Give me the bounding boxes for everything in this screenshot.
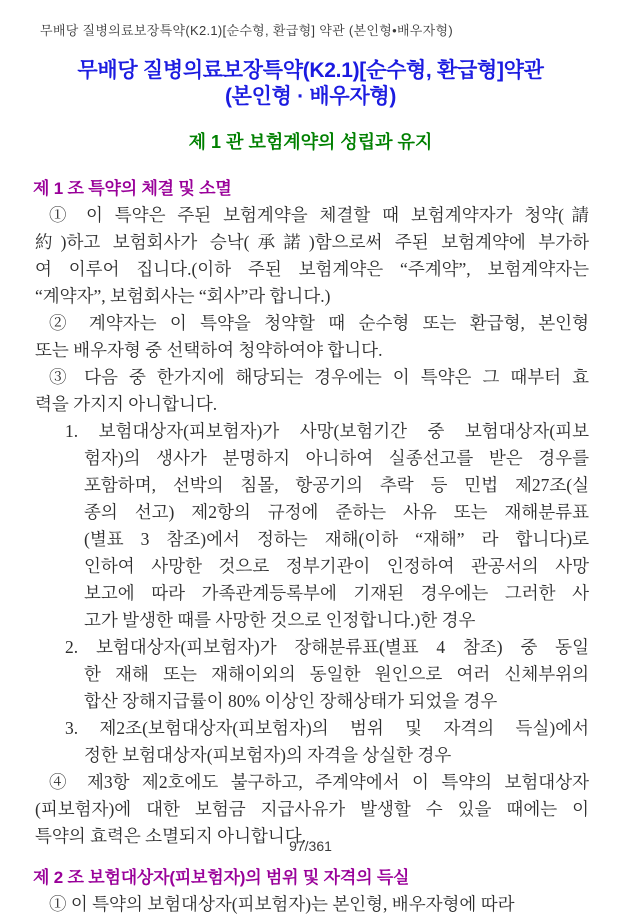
body-line: 종의 선고) 제2항의 규정에 준하는 사유 또는 재해분류표 (84, 502, 589, 522)
body-line: 합산 장해지급률이 80% 이상인 장해상태가 되었을 경우 (84, 691, 498, 711)
article-1 (33, 175, 589, 850)
body-line: (별표 3 참조)에서 정하는 재해(이하 “재해” 라 합니다)로 (84, 529, 589, 549)
body-line: ② 계약자는 이 특약을 청약할 때 순수형 또는 환급형, 본인형 (49, 313, 589, 333)
body-line: 포함하며, 선박의 침몰, 항공기의 추락 등 민법 제27조(실 (84, 475, 589, 495)
document-title-line1: 무배당 질병의료보장특약(K2.1)[순수형, 환급형]약관 (77, 59, 544, 82)
section-heading: 제 1 관 보험계약의 성립과 유지 (188, 132, 433, 152)
article-heading: 제 1 조 특약의 체결 및 소멸 (33, 179, 232, 198)
body-line: 2. 보험대상자(피보험자)가 장해분류표(별표 4 참조) 중 동일 (65, 637, 589, 657)
body-line: 3. 제2조(보험대상자(피보험자)의 범위 및 자격의 득실)에서 (65, 718, 589, 738)
body-line: 約)하고 보험회사가 승낙(承諾)함으로써 주된 보험계약에 부가하 (35, 232, 589, 252)
article-2 (33, 864, 589, 918)
page-number: 97/361 (289, 838, 332, 854)
body-line: 특약의 효력은 소멸되지 아니합니다. (35, 826, 307, 846)
body-line: 고가 발생한 때를 사망한 것으로 인정합니다.)한 경우 (84, 610, 476, 630)
body-line: 험자)의 생사가 분명하지 아니하여 실종선고를 받은 경우를 (84, 448, 589, 468)
body-line: 정한 보험대상자(피보험자)의 자격을 상실한 경우 (84, 745, 452, 765)
body-line: 인하여 사망한 것으로 정부기관이 인정하여 관공서의 사망 (84, 556, 589, 576)
body-line: (피보험자)에 대한 보험금 지급사유가 발생할 수 있을 때에는 이 (35, 799, 589, 819)
article-heading: 제 2 조 보험대상자(피보험자)의 범위 및 자격의 득실 (33, 868, 410, 887)
body-line: 1. 보험대상자(피보험자)가 사망(보험기간 중 보험대상자(피보 (65, 421, 589, 441)
body-line: ③ 다음 중 한가지에 해당되는 경우에는 이 특약은 그 때부터 효 (49, 367, 589, 387)
body-line: “계약자”, 보험회사는 “회사”라 합니다.) (35, 286, 331, 306)
body-line: 또는 배우자형 중 선택하여 청약하여야 합니다. (35, 340, 383, 360)
body-line: 력을 가지지 아니합니다. (35, 394, 218, 414)
body-line: ① 이 특약의 보험대상자(피보험자)는 본인형, 배우자형에 따라 (49, 894, 515, 914)
body-line: 보고에 따라 가족관계등록부에 기재된 경우에는 그러한 사 (84, 583, 589, 603)
body-line: ④ 제3항 제2호에도 불구하고, 주계약에서 이 특약의 보험대상자 (49, 772, 589, 792)
body-line: 한 재해 또는 재해이외의 동일한 원인으로 여러 신체부위의 (84, 664, 589, 684)
body-line: ① 이 특약은 주된 보험계약을 체결할 때 보험계약자가 청약(請 (49, 205, 589, 225)
articles-container (33, 175, 589, 918)
body-line: 여 이루어 집니다.(이하 주된 보험계약은 “주계약”, 보험계약자는 (35, 259, 589, 279)
document-title-line2: (본인형 · 배우자형) (224, 85, 397, 108)
running-header: 무배당 질병의료보장특약(K2.1)[순수형, 환급형] 약관 (본인형•배우자형) (40, 23, 454, 38)
document-title (0, 58, 621, 110)
